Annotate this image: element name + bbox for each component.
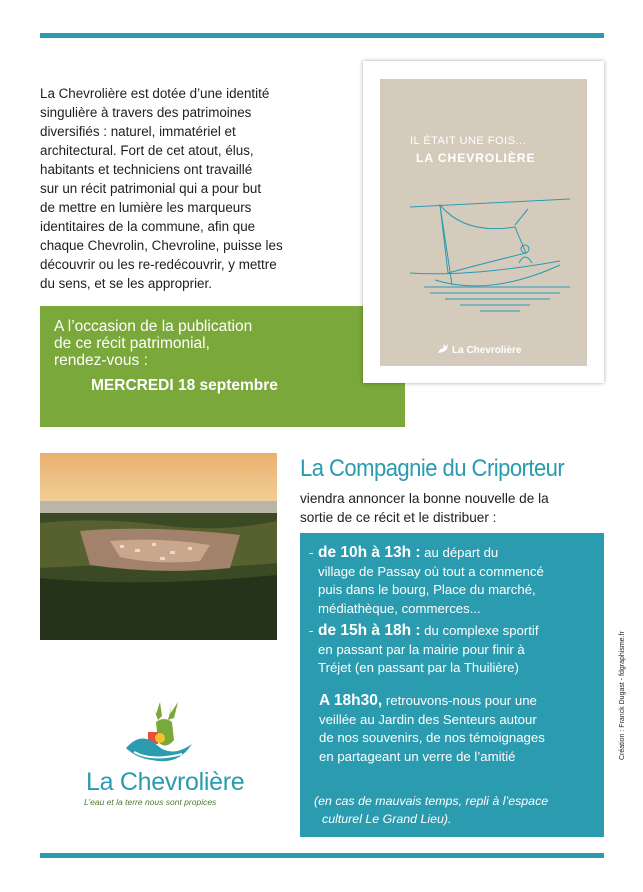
sailboat-illustration — [410, 165, 570, 315]
intro-line: architectural. Fort de cet atout, élus, — [40, 143, 254, 158]
intro-line: singulière à travers des patrimoines — [40, 105, 252, 120]
announcement-line: rendez-vous : — [54, 352, 148, 369]
bad-weather-note — [314, 792, 596, 828]
aerial-photo-image — [40, 453, 277, 640]
intro-line: identitaires de la commune, afin que — [40, 219, 256, 234]
intro-line: sur un récit patrimonial qui a pour but — [40, 181, 262, 196]
schedule-text: puis dans le bourg, Place du marché, — [318, 582, 536, 598]
intro-line: de mettre en lumière les marqueurs — [40, 200, 252, 215]
schedule-time: de 15h à 18h : — [318, 622, 421, 639]
announcement-box — [40, 306, 405, 427]
announcement-line: de ce récit patrimonial, — [54, 335, 210, 352]
intro-paragraph — [40, 84, 340, 293]
evening-time: A 18h30, — [319, 692, 383, 709]
deer-logo-icon — [436, 341, 450, 355]
schedule-text: au départ du — [420, 545, 499, 560]
intro-line: La Chevrolière est dotée d’une identité — [40, 86, 270, 101]
la-chevroliere-logo-text: La Chevrolière — [86, 768, 245, 796]
announcement-text — [54, 318, 344, 369]
schedule-evening — [319, 692, 595, 766]
subheading-line: sortie de ce récit et le distribuer : — [300, 510, 497, 525]
book-cover — [363, 61, 604, 383]
logo-tagline: L’eau et la terre nous sont propices — [84, 797, 217, 807]
book-title-main: LA CHEVROLIÈRE — [416, 151, 536, 165]
announcement-line: A l’occasion de la publication — [54, 318, 253, 335]
design-credit: Création : Franck Dugast - fdgraphisme.fr — [619, 631, 626, 760]
intro-line: habitants et techniciens ont travaillé — [40, 162, 253, 177]
intro-line: diversifiés : naturel, immatériel et — [40, 124, 236, 139]
schedule-text: Tréjet (en passant par la Thuilière) — [318, 660, 519, 676]
la-chevroliere-logo-icon — [122, 700, 200, 768]
section-subheading — [300, 489, 605, 527]
evening-text: de nos souvenirs, de nos témoignages — [319, 730, 545, 746]
section-heading: La Compagnie du Criporteur — [300, 455, 565, 482]
bullet-dash: - — [309, 623, 314, 638]
intro-line: découvrir ou les re-redécouvrir, y mettre — [40, 257, 277, 272]
schedule-item-afternoon — [309, 622, 599, 678]
evening-text: veillée au Jardin des Senteurs autour — [319, 711, 537, 727]
bottom-divider — [40, 853, 604, 858]
schedule-text: médiathèque, commerces... — [318, 600, 481, 616]
aerial-village-photo — [40, 453, 277, 640]
book-brand-name: La Chevrolière — [452, 345, 522, 356]
intro-line: chaque Chevrolin, Chevroline, puisse les — [40, 238, 283, 253]
intro-line: du sens, et se les approprier. — [40, 276, 212, 291]
schedule-box — [300, 533, 604, 837]
book-cover-artwork — [380, 79, 587, 366]
schedule-text: en passant par la mairie pour finir à — [318, 641, 525, 657]
subheading-line: viendra annoncer la bonne nouvelle de la — [300, 491, 549, 506]
schedule-text: du complexe sportif — [420, 623, 539, 638]
evening-text: retrouvons-nous pour une — [382, 693, 537, 708]
schedule-text: village de Passay où tout a commencé — [318, 563, 544, 579]
schedule-item-morning — [309, 544, 599, 618]
book-title-small: IL ÉTAIT UNE FOIS... — [410, 135, 527, 147]
note-line: culturel Le Grand Lieu). — [322, 812, 452, 826]
top-divider — [40, 33, 604, 38]
note-line: (en cas de mauvais temps, repli à l’espace — [314, 794, 549, 808]
schedule-time: de 10h à 13h : — [318, 544, 421, 561]
event-date: MERCREDI 18 septembre — [91, 377, 278, 394]
bullet-dash: - — [309, 545, 314, 560]
evening-text: en partageant un verre de l’amitié — [319, 748, 516, 764]
